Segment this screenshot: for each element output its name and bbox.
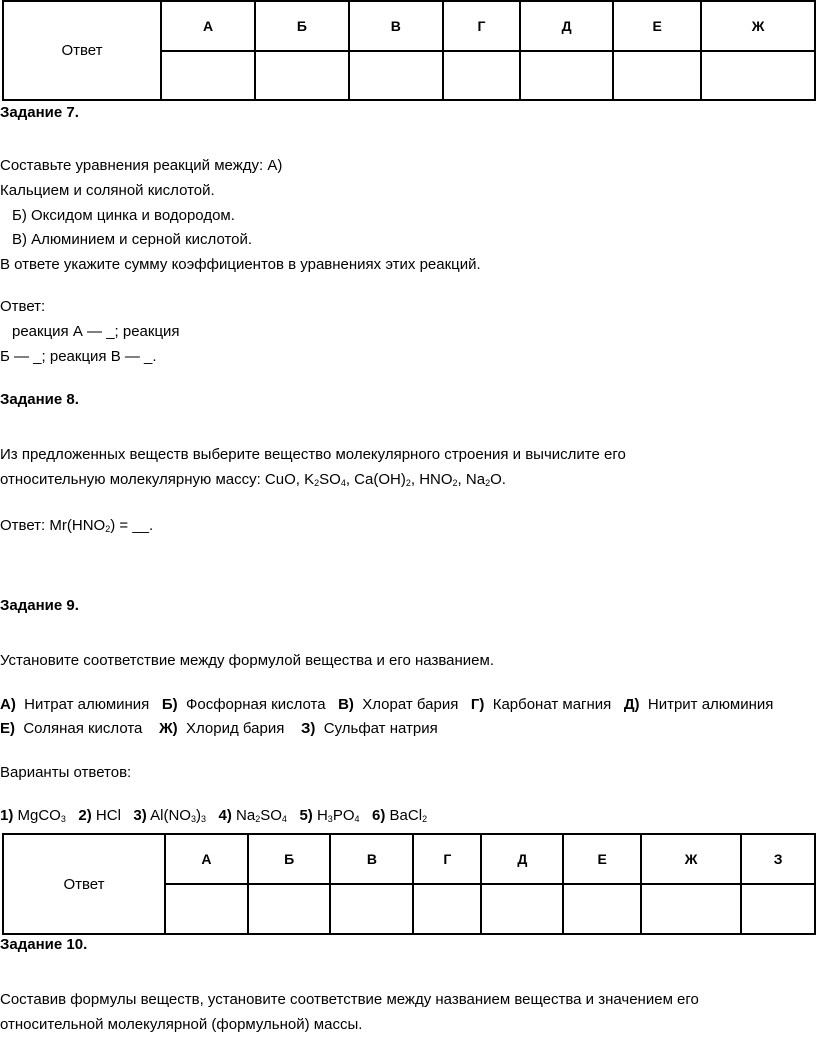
answer-table-1-header: Г: [443, 1, 520, 51]
answer-table-1-header: Е: [613, 1, 701, 51]
task10-line: Составив формулы веществ, установите соответствие между названием вещества и значением его: [0, 991, 699, 1008]
task9-variants-row: 1) MgCO$_3$ 2) HCl 3) $Al(NO_3)_3$ 4) $Na_2SO_4$ 5) $H_3PO_4$ 6) BaCl$_2$: [0, 807, 428, 824]
task7-title: Задание 7.: [0, 104, 79, 121]
answer-table-1-header: Д: [520, 1, 613, 51]
answer-cell[interactable]: [641, 884, 741, 934]
task8-line: относительную молекулярную массу: CuO, $K_2SO_4$, $Ca(OH)_2$, $HNO_2$, $Na_2O$.: [0, 471, 506, 488]
task9-variants-label: Варианты ответов:: [0, 764, 132, 781]
task8-title: Задание 8.: [0, 391, 79, 408]
task7-line: В ответе укажите сумму коэффициентов в уравнениях этих реакций.: [0, 256, 481, 273]
answer-cell[interactable]: [741, 884, 815, 934]
answer-cell[interactable]: [563, 884, 641, 934]
answer-cell[interactable]: [481, 884, 563, 934]
answer-cell[interactable]: [330, 884, 413, 934]
task7-line: В) Алюминием и серной кислотой.: [12, 231, 253, 248]
answer-table-1: [2, 0, 816, 101]
task7-answer-label: Ответ:: [0, 298, 46, 315]
answer-table-2-header: З: [741, 834, 815, 884]
answer-cell[interactable]: [255, 51, 349, 100]
answer-table-2-header: В: [330, 834, 413, 884]
answer-table-2-header: Г: [413, 834, 481, 884]
task7-line: Б) Оксидом цинка и водородом.: [12, 207, 235, 224]
task8-line: Из предложенных веществ выберите вещество молекулярного строения и вычислите его: [0, 446, 626, 463]
answer-table-2-row-label: Ответ: [3, 834, 165, 934]
answer-table-1-header: В: [349, 1, 443, 51]
task9-line: Установите соответствие между формулой вещества и его названием.: [0, 652, 494, 669]
answer-table-1-header: Ж: [701, 1, 815, 51]
task10-line: относительной молекулярной (формульной) массы.: [0, 1016, 363, 1033]
task7-answer-line: реакция А — _; реакция: [12, 323, 180, 340]
answer-table-2: [2, 833, 816, 935]
answer-table-2-header: Е: [563, 834, 641, 884]
answer-cell[interactable]: [248, 884, 331, 934]
answer-cell[interactable]: [413, 884, 481, 934]
task7-line: Кальцием и соляной кислотой.: [0, 182, 215, 199]
answer-cell[interactable]: [520, 51, 613, 100]
answer-table-2-header: Д: [481, 834, 563, 884]
answer-table-1-header: А: [161, 1, 255, 51]
answer-table-1-row-label: Ответ: [3, 1, 161, 100]
answer-cell[interactable]: [161, 51, 255, 100]
task7-line: Составьте уравнения реакций между: А): [0, 157, 283, 174]
answer-table-2-header: Ж: [641, 834, 741, 884]
answer-table-2-header: Б: [248, 834, 331, 884]
answer-cell[interactable]: [443, 51, 520, 100]
task9-options-row: А) Нитрат алюминия Б) Фосфорная кислота В) Хлорат бария Г) Карбонат магния Д) Нитрит алюминия: [0, 696, 774, 713]
task9-options-row: Е) Соляная кислота Ж) Хлорид бария З) Сульфат натрия: [0, 720, 438, 737]
answer-table-1-header: Б: [255, 1, 349, 51]
answer-cell[interactable]: [165, 884, 248, 934]
task9-title: Задание 9.: [0, 597, 79, 614]
answer-cell[interactable]: [349, 51, 443, 100]
answer-cell[interactable]: [701, 51, 815, 100]
answer-table-2-header: А: [165, 834, 248, 884]
answer-cell[interactable]: [613, 51, 701, 100]
task7-answer-line: Б — _; реакция В — _.: [0, 348, 157, 365]
task8-answer: Ответ: $Mr(HNO_2)$ = __.: [0, 517, 154, 534]
task10-title: Задание 10.: [0, 936, 88, 953]
